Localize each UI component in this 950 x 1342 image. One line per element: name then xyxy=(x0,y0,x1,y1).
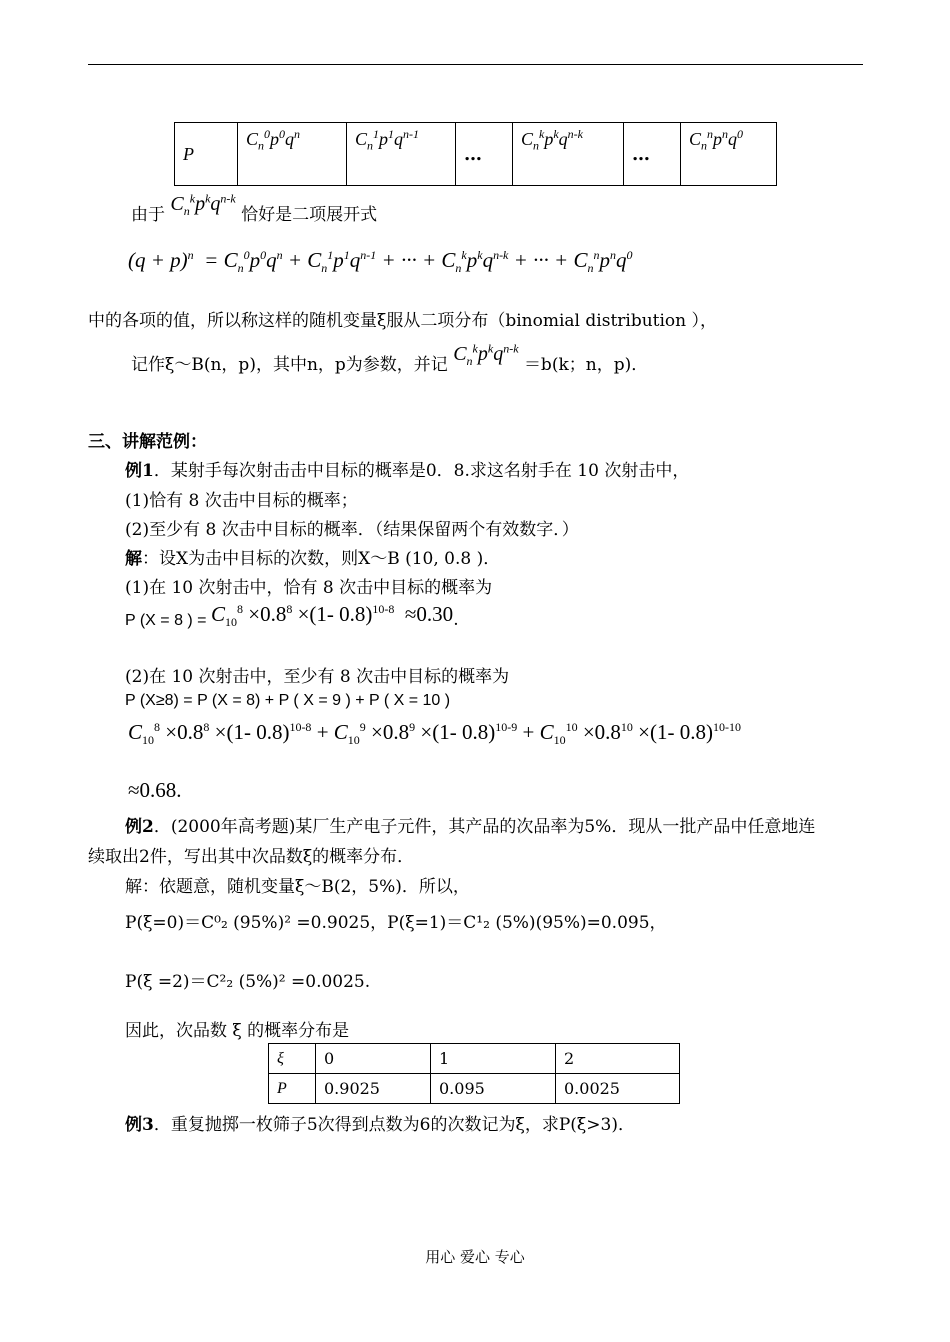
notation-line: 记作ξ～B(n，p)，其中n，p为参数，并记 $C_n^kp^kq^{n-k} =b(k$；n，p)． xyxy=(131,341,649,375)
table-cell: 1 xyxy=(431,1044,556,1074)
term-cell: $C_n^kp^kq^{n-k}$ xyxy=(513,123,624,186)
term-cell: $C_n^0p^0q^n$ xyxy=(238,123,347,186)
term-cell: $C_n^1p^1q^{n-1}$ xyxy=(347,123,456,186)
example-2: 例2．(2000年高考题)某厂生产电子元件，其产品的次品率为5%．现从一批产品中任意地连 xyxy=(125,817,816,837)
table-cell: 0.9025 xyxy=(316,1074,431,1104)
table-cell: P xyxy=(269,1074,316,1104)
example-2-solution: 解：依题意，随机变量ξ～B(2，5%)．所以， xyxy=(125,877,470,897)
because-line: 由于 $C_n^kp^kq^{n-k}$ 恰好是二项展开式 xyxy=(131,191,378,225)
probability-distribution-table xyxy=(268,1043,680,1104)
example-1-part2-eq: P (X≥8) = P (X = 8) + P ( X = 9 ) + P ( X = 10 ) xyxy=(125,692,451,709)
example-2-p2: P(ξ =2)＝C²₂ (5%)² =0.0025. xyxy=(125,972,371,992)
example-1: 例1．某射手每次射击击中目标的概率是0．8.求这名射手在 10 次射击中， xyxy=(125,461,690,481)
example-1-part2-formula: $C_{10}^8 \times 0.8^8 \times(1-$ $0.8)^{10-8} + C_{10}^9 \times 0.8^9 \times(1-$ $0.8)^{10-9} + C_{10}^{10} \times 0.8^{10} \times(1-$ 0.8)$^{10-10}$ xyxy=(128,720,741,748)
table-row xyxy=(269,1074,680,1104)
table-cell: ξ xyxy=(269,1044,316,1074)
term-cell: $C_n^np^nq^0$ xyxy=(681,123,777,186)
binomial-definition: 中的各项的值，所以称这样的随机变量ξ服从二项分布（binomial distribution ）， xyxy=(88,311,718,331)
table-cell: 0 xyxy=(316,1044,431,1074)
table-row xyxy=(175,123,777,186)
example-2-cont: 续取出2件，写出其中次品数ξ的概率分布． xyxy=(88,847,415,867)
section-title: 三、讲解范例： xyxy=(88,432,207,452)
ellipsis-cell: … xyxy=(624,123,681,186)
table-cell: 0.0025 xyxy=(556,1074,680,1104)
example-2-dist-intro: 因此，次品数 ξ 的概率分布是 xyxy=(125,1021,350,1041)
example-3: 例3．重复抛掷一枚筛子5次得到点数为6的次数记为ξ，求P(ξ>3)． xyxy=(125,1115,635,1135)
page-footer: 用心 爱心 专心 xyxy=(425,1248,525,1266)
ellipsis-cell: … xyxy=(456,123,513,186)
header-rule xyxy=(88,64,863,65)
table-row xyxy=(269,1044,680,1074)
row-label: P xyxy=(175,123,238,186)
table-cell: 2 xyxy=(556,1044,680,1074)
binomial-distribution-table xyxy=(174,122,777,186)
example-2-p01: P(ξ=0)＝C⁰₂ (95%)² =0.9025，P(ξ=1)＝C¹₂ (5%)(95%)=0.095， xyxy=(125,913,667,933)
table-cell: 0.095 xyxy=(431,1074,556,1104)
binomial-expansion: $(q + p)^n = C_n^0p^0q^n + C_n^1p^1q^{n-1}$ + ··· + $C_n^kp^kq^{n-k}$ + ··· + $C_n^np^nq^0$ xyxy=(128,248,633,276)
example-1-part1: (1)在 10 次射击中，恰有 8 次击中目标的概率为 xyxy=(125,578,493,598)
example-1-solution: 解：设X为击中目标的次数，则X～B (10, 0.8 )． xyxy=(125,549,501,569)
example-1-part2: (2)在 10 次射击中，至少有 8 次击中目标的概率为 xyxy=(125,667,510,687)
example-1-q2: (2)至少有 8 次击中目标的概率．（结果保留两个有效数字．） xyxy=(125,520,579,540)
example-1-q1: (1)恰有 8 次击中目标的概率； xyxy=(125,491,358,511)
example-1-part1-eq: P (X = 8 ) = $C_{10}^8 \times 0.8^8 \times(1-$ 0.8)$^{10-8}$ ≈0.30. xyxy=(125,602,459,630)
example-1-result: ≈0.68. xyxy=(128,778,182,802)
